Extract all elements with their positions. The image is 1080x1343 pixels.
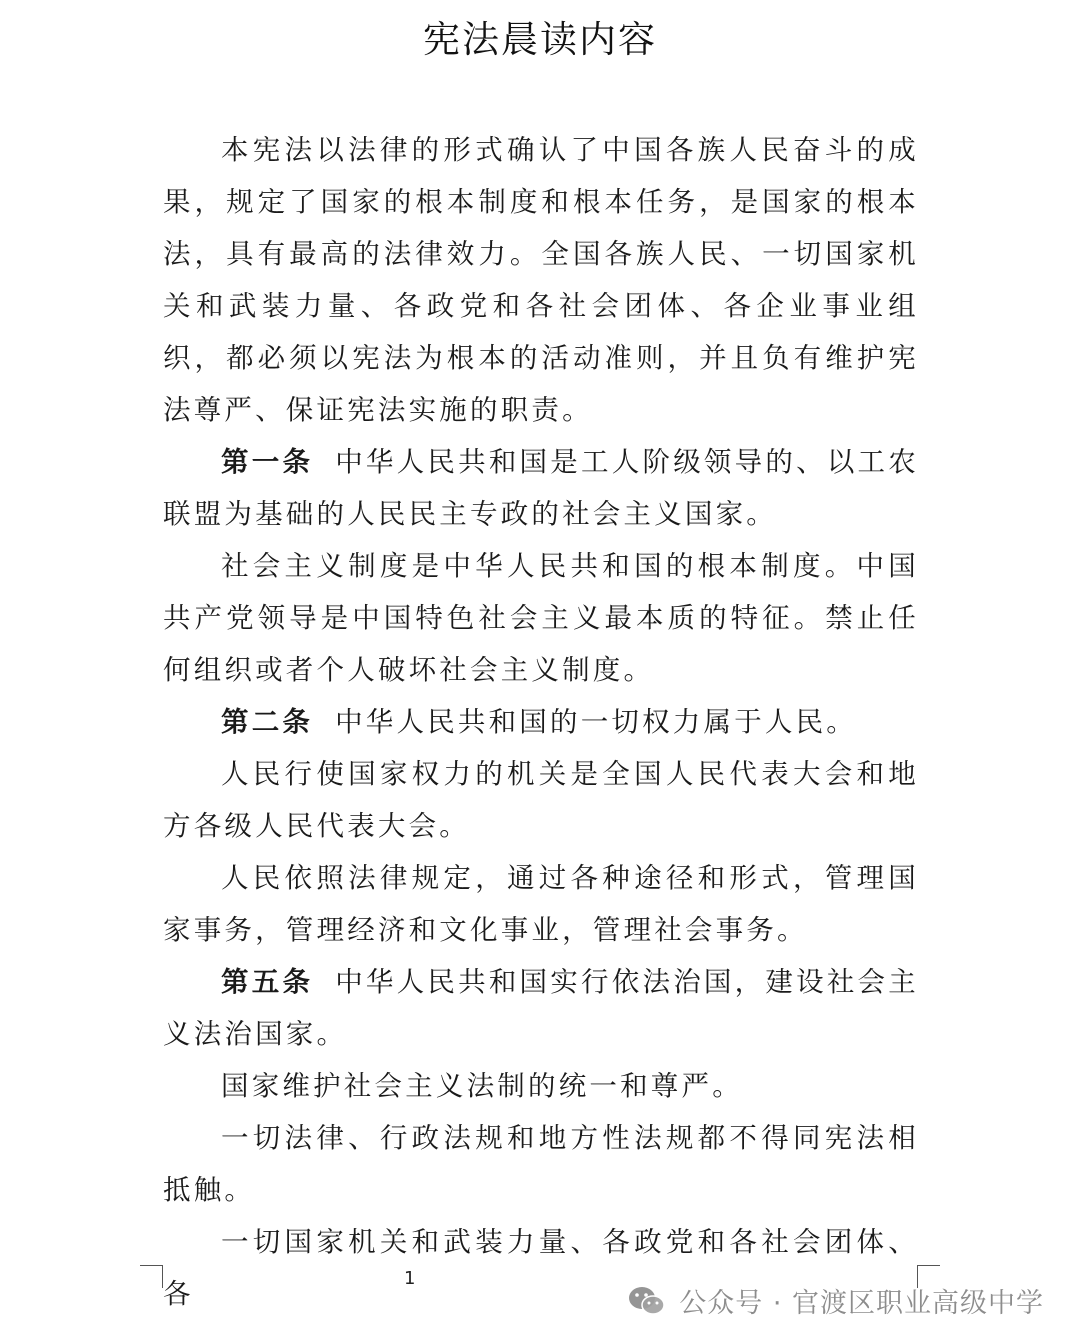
document-body <box>163 124 919 1320</box>
paragraph-text: 本宪法以法律的形式确认了中国各族人民奋斗的成果，规定了国家的根本制度和根本任务，是国家的根本法，具有最高的法律效力。全国各族人民、一切国家机关和武装力量、各政党和各社会团体、各企业事业组织，都必须以宪法为根本的活动准则，并且负有维护宪法尊严、保证宪法实施的职责。 <box>163 134 919 426</box>
paragraph <box>163 696 919 748</box>
article-label: 第五条 <box>221 966 314 998</box>
paragraph-text: 一切法律、行政法规和地方性法规都不得同宪法相抵触。 <box>163 1122 919 1206</box>
watermark-text: 公众号 · 官渡区职业高级中学 <box>679 1288 1044 1319</box>
paragraph-text: 国家维护社会主义法制的统一和尊严。 <box>221 1070 743 1102</box>
paragraph <box>163 852 919 956</box>
article-label: 第二条 <box>221 706 314 738</box>
paragraph <box>163 540 919 696</box>
page-number: 1 <box>404 1268 416 1289</box>
paragraph-text: 一切国家机关和武装力量、各政党和各社会团体、各 <box>163 1226 919 1310</box>
paragraph-text: 中华人民共和国的一切权力属于人民。 <box>335 706 858 738</box>
paragraph <box>163 436 919 540</box>
page-corner-mark-left <box>140 1265 163 1288</box>
wechat-icon <box>627 1284 667 1318</box>
paragraph <box>163 956 919 1060</box>
paragraph-text: 中华人民共和国实行依法治国，建设社会主义法治国家。 <box>163 966 919 1050</box>
article-label: 第一条 <box>221 446 314 478</box>
paragraph-text: 人民行使国家权力的机关是全国人民代表大会和地方各级人民代表大会。 <box>163 758 919 842</box>
paragraph <box>163 1060 919 1112</box>
paragraph-text: 中华人民共和国是工人阶级领导的、以工农联盟为基础的人民民主专政的社会主义国家。 <box>163 446 919 530</box>
document-title: 宪法晨读内容 <box>423 18 657 61</box>
paragraph <box>163 748 919 852</box>
paragraph <box>163 124 919 436</box>
watermark <box>627 1281 1044 1320</box>
paragraph <box>163 1112 919 1216</box>
paragraph-text: 社会主义制度是中华人民共和国的根本制度。中国共产党领导是中国特色社会主义最本质的特征。禁止任何组织或者个人破坏社会主义制度。 <box>163 550 919 686</box>
paragraph-text: 人民依照法律规定，通过各种途径和形式，管理国家事务，管理经济和文化事业，管理社会事务。 <box>163 862 919 946</box>
